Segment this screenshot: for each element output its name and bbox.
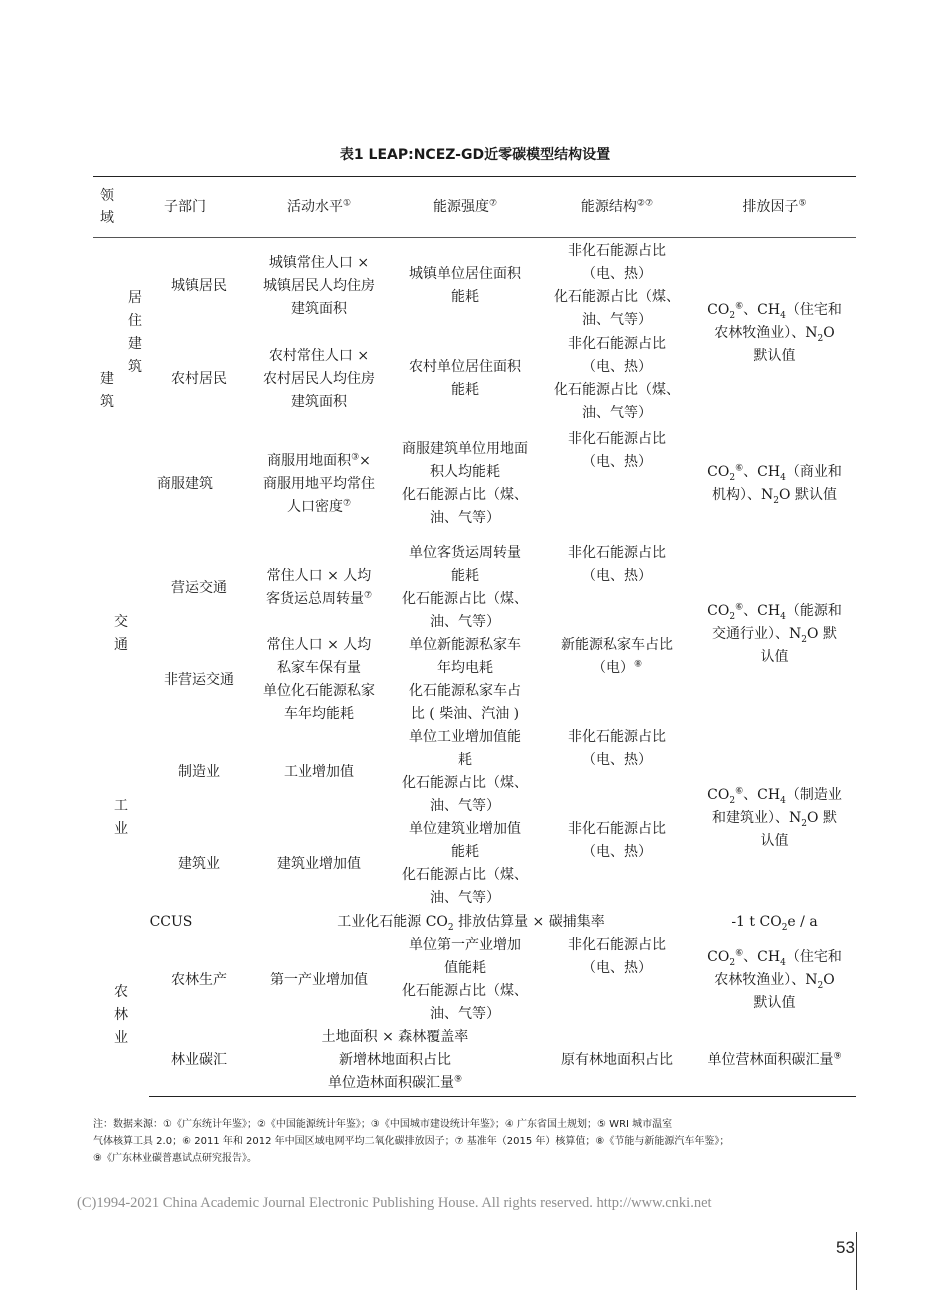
activity-rural: [249, 332, 389, 426]
field-industry-text: 工业: [114, 798, 128, 837]
cell-line: 非化石能源占比: [568, 821, 666, 837]
chem-subscript: 4: [780, 310, 786, 321]
ref-mark: ⑨: [453, 1074, 463, 1085]
chem-subscript: 2: [729, 472, 736, 483]
header-intensity-text: 能源强度: [432, 198, 489, 215]
activity-construction: 建筑业增加值: [277, 855, 361, 872]
structure-construction: [541, 818, 693, 910]
emission-residential: [693, 238, 856, 427]
header-structure-ref: ②⑦: [636, 197, 654, 208]
cell-text: O 默: [807, 809, 837, 826]
intensity-freight: [389, 542, 541, 634]
cell-line: [251, 1072, 539, 1095]
intensity-private: [389, 634, 541, 726]
activity-farming: 第一产业增加值: [270, 971, 368, 988]
cell-line: 值能耗: [444, 960, 486, 976]
cell-line: 化石能源私家车占: [409, 683, 521, 699]
emission-ccus: [693, 910, 856, 934]
cell-text: 排放估算量 × 碳捕集率: [453, 913, 605, 930]
chem-subscript: 4: [780, 957, 786, 968]
header-field-text: 领域: [100, 187, 114, 226]
cell-line: 能耗: [451, 568, 479, 584]
table-row: [93, 726, 856, 818]
cell-line: 建筑面积: [291, 300, 347, 317]
structure-commercial: [541, 426, 693, 542]
cell-line: 农村常住人口 ×: [268, 347, 370, 364]
cell-line: 非化石能源占比: [568, 243, 666, 259]
header-emission: [693, 177, 856, 238]
structure-freight: [541, 542, 693, 634]
cell-line: [695, 784, 854, 807]
cell-text: O: [823, 971, 835, 988]
activity-commercial: [249, 426, 389, 542]
cell-line: 私家车保有量: [277, 660, 361, 676]
chem-text: CO: [707, 786, 730, 803]
chem-text: 、CH: [743, 301, 781, 318]
cell-line: 油、气等）: [430, 510, 500, 526]
ref-mark: ⑥: [735, 601, 744, 612]
sub-forest: 林业碳汇: [149, 1026, 249, 1096]
cell-line: 能耗: [451, 289, 479, 305]
sub-freight: 营运交通: [171, 579, 227, 596]
cell-text: O: [823, 324, 835, 341]
field-building: [93, 238, 121, 543]
emission-industry: [693, 726, 856, 910]
field-agriculture: [93, 934, 149, 1096]
cell-line: 化石能源占比（煤、: [402, 591, 528, 607]
chem-text: CO: [707, 301, 730, 318]
chem-text: CO: [707, 602, 730, 619]
intensity-commercial: [389, 426, 541, 542]
sub-private: 非营运交通: [164, 671, 234, 688]
cell-line: [251, 496, 387, 519]
copyright-notice: (C)1994-2021 China Academic Journal Electronic Publishing House. All rights reserved. http://www.cnki.net: [77, 1195, 712, 1211]
cell-line: （电、热）: [582, 454, 652, 470]
cell-text: 单位造林面积碳汇量: [327, 1075, 454, 1092]
emission-transport: [693, 542, 856, 726]
footnote-line: ⑨《广东林业碳普惠试点研究报告》。: [93, 1153, 257, 1164]
cell-text: （电）: [591, 660, 634, 676]
cell-text: （能源和: [785, 602, 842, 619]
cell-line: 商服建筑单位用地面: [402, 441, 528, 457]
cell-line: 非化石能源占比: [568, 545, 666, 561]
cell-line: 非化石能源占比: [568, 336, 666, 352]
cell-line: 年均电耗: [437, 660, 493, 676]
cell-line: 非化石能源占比: [568, 729, 666, 745]
cell-line: 农村居民人均住房: [263, 370, 375, 387]
cell-line: 城镇居民人均住房: [263, 277, 375, 294]
cell-line: 商服用地平均常住: [263, 475, 375, 492]
cell-line: 单位客货运周转量: [409, 545, 521, 561]
cell-line: 化石能源占比（煤、: [554, 289, 680, 305]
cell-text: 单位营林面积碳汇量: [707, 1052, 834, 1069]
ref-mark: ⑦: [342, 497, 352, 508]
table-footnote: [93, 1116, 856, 1167]
table-row: [93, 1026, 856, 1096]
model-structure-table: [93, 176, 856, 1097]
cell-line: [695, 600, 854, 623]
cell-text: （住宅和: [785, 301, 842, 318]
cell-text: （商业和: [785, 464, 842, 480]
table-row: [93, 426, 856, 542]
cell-line: 农村单位居住面积: [409, 359, 521, 375]
cell-line: 比 ( 柴油、汽油 ): [410, 706, 520, 722]
footnote-line: 注：数据来源：①《广东统计年鉴》；②《中国能源统计年鉴》；③《中国城市建设统计年鉴》；④ 广东省国土规划；⑤ WRI 城市温室: [93, 1119, 673, 1130]
chem-subscript: 2: [817, 333, 824, 344]
chem-subscript: 2: [729, 795, 736, 806]
chem-text: 、CH: [743, 786, 781, 803]
chem-text: CO: [707, 464, 730, 480]
ref-mark: ⑥: [735, 463, 744, 474]
chem-subscript: 2: [729, 310, 736, 321]
header-activity-ref: ①: [342, 197, 352, 208]
chem-subscript: 4: [780, 472, 786, 483]
cell-line: [695, 946, 854, 969]
page-number: 53: [836, 1238, 855, 1257]
chem-text: CO: [707, 948, 730, 965]
cell-line: 油、气等）: [430, 798, 500, 814]
structure-manufacturing: [541, 726, 693, 818]
chem-subscript: 2: [729, 957, 736, 968]
cell-line: （电、热）: [582, 266, 652, 282]
cell-line: 城镇单位居住面积: [409, 266, 521, 282]
header-emission-ref: ⑤: [798, 197, 807, 208]
intensity-construction: [389, 818, 541, 910]
activity-manufacturing: 工业增加值: [284, 763, 354, 780]
header-activity-text: 活动水平: [286, 198, 343, 215]
field-residential: [121, 238, 149, 427]
cell-line: 油、气等）: [430, 890, 500, 906]
structure-rural: [541, 332, 693, 426]
cell-line: 能耗: [451, 382, 479, 398]
field-agriculture-text: 农林业: [114, 983, 128, 1046]
cell-line: 油、气等）: [582, 405, 652, 421]
ref-mark: ⑥: [735, 300, 744, 311]
cell-line: 新增林地面积占比: [339, 1052, 451, 1069]
activity-private: [249, 634, 389, 726]
cell-text: ×: [359, 452, 371, 469]
cell-line: [251, 450, 387, 473]
cell-text: 客货运总周转量: [265, 591, 364, 607]
page-divider: [856, 1232, 857, 1290]
intensity-rural: [389, 332, 541, 426]
chem-subscript: 2: [801, 818, 808, 829]
cell-line: 化石能源占比（煤、: [402, 487, 528, 503]
cell-line: 车年均能耗: [284, 706, 354, 722]
cell-line: 默认值: [753, 994, 796, 1011]
sub-construction: 建筑业: [178, 855, 220, 872]
cell-text: 农林牧渔业）、N: [714, 971, 818, 988]
cell-line: 单位工业增加值能: [409, 729, 521, 745]
cell-line: （电、热）: [582, 960, 652, 976]
emission-forest: [693, 1026, 856, 1096]
cell-text: 机构）、N: [712, 487, 774, 503]
chem-text: 、CH: [743, 464, 781, 480]
cell-line: 非化石能源占比: [568, 431, 666, 447]
cell-text: 人口密度: [286, 498, 343, 515]
cell-line: 单位化石能源私家: [263, 683, 375, 699]
cell-line: 认值: [760, 832, 789, 849]
cell-line: 油、气等）: [430, 1006, 500, 1022]
ref-mark: ⑧: [633, 659, 643, 670]
chem-subscript: 2: [781, 922, 788, 933]
structure-private: [541, 634, 693, 726]
cell-line: （电、热）: [582, 359, 652, 375]
field-residential-text: 居住建筑: [128, 290, 142, 375]
cell-line: 默认值: [753, 347, 796, 364]
cell-line: 能耗: [451, 844, 479, 860]
chem-subscript: 2: [447, 922, 454, 933]
cell-line: 常住人口 × 人均: [266, 568, 372, 584]
cell-line: [251, 588, 387, 611]
structure-urban: [541, 238, 693, 333]
cell-line: 非化石能源占比: [568, 937, 666, 953]
cell-line: （电、热）: [582, 844, 652, 860]
cell-line: [695, 461, 854, 484]
intensity-manufacturing: [389, 726, 541, 818]
cell-line: 积人均能耗: [430, 464, 500, 480]
structure-forest: 原有林地面积占比: [541, 1026, 693, 1096]
sub-farming: 农林生产: [171, 971, 227, 988]
activity-freight: [249, 542, 389, 634]
cell-line: 土地面积 × 森林覆盖率: [321, 1029, 469, 1046]
activity-ccus: [249, 910, 693, 934]
cell-text: （住宅和: [785, 948, 842, 965]
cell-text: 商服用地面积: [267, 452, 352, 469]
chem-subscript: 2: [773, 495, 780, 506]
cell-line: 城镇常住人口 ×: [268, 254, 370, 271]
cell-text: 和建筑业）、N: [712, 809, 802, 826]
footnote-line: 气体核算工具 2.0；⑥ 2011 年和 2012 年中国区域电网平均二氧化碳排放因子；⑦ 基准年（2015 年）核算值；⑧《节能与新能源汽车年鉴》；: [93, 1136, 730, 1147]
table-title: 表1 LEAP:NCEZ-GD近零碳模型结构设置: [339, 147, 611, 163]
cell-line: （电、热）: [582, 752, 652, 768]
cell-text: e / a: [787, 913, 818, 930]
sub-manufacturing: 制造业: [178, 763, 220, 780]
cell-text: O 默: [807, 625, 837, 642]
header-activity: [249, 177, 389, 238]
cell-line: 新能源私家车占比: [561, 637, 673, 653]
cell-line: 单位新能源私家车: [409, 637, 521, 653]
cell-line: 认值: [760, 648, 789, 665]
cell-line: 常住人口 × 人均: [266, 637, 372, 653]
header-intensity: [389, 177, 541, 238]
chem-subscript: 2: [801, 634, 808, 645]
intensity-urban: [389, 238, 541, 333]
cell-text: 农林牧渔业）、N: [714, 324, 818, 341]
cell-line: 油、气等）: [582, 312, 652, 328]
table-row: [93, 238, 856, 333]
cell-line: 单位建筑业增加值: [409, 821, 521, 837]
cell-line: 化石能源占比（煤、: [402, 775, 528, 791]
cell-line: [543, 657, 691, 680]
emission-commercial: [693, 426, 856, 542]
cell-text: O 默认值: [779, 487, 837, 503]
cell-text: -1 t CO: [731, 913, 782, 930]
sub-urban: 城镇居民: [171, 277, 227, 294]
sub-commercial: 商服建筑: [157, 475, 213, 492]
ref-mark: ③: [351, 451, 360, 462]
cell-line: [695, 484, 854, 507]
header-field: [93, 177, 121, 238]
table-row: [93, 934, 856, 1026]
field-transport: [93, 542, 149, 726]
cell-text: （制造业: [785, 786, 842, 803]
sub-rural: 农村居民: [171, 370, 227, 387]
activity-forest: [249, 1026, 541, 1096]
header-structure: [541, 177, 693, 238]
cell-line: （电、热）: [582, 568, 652, 584]
chem-subscript: 4: [780, 795, 786, 806]
cell-line: 建筑面积: [291, 393, 347, 410]
ref-mark: ⑦: [363, 590, 373, 601]
cell-line: 耗: [458, 752, 472, 768]
chem-text: 、CH: [743, 948, 781, 965]
cell-line: [695, 322, 854, 345]
ref-mark: ⑥: [735, 947, 744, 958]
header-intensity-ref: ⑦: [488, 197, 498, 208]
cell-line: 单位第一产业增加: [409, 937, 521, 953]
header-structure-text: 能源结构: [580, 198, 637, 215]
cell-line: [695, 299, 854, 322]
cell-line: [695, 623, 854, 646]
table-row: [93, 910, 856, 934]
structure-farming: [541, 934, 693, 1026]
field-transport-text: 交通: [114, 614, 128, 653]
cell-line: 化石能源占比（煤、: [402, 983, 528, 999]
header-emission-text: 排放因子: [742, 198, 799, 215]
table-row: [93, 542, 856, 634]
emission-farming: [693, 934, 856, 1026]
intensity-farming: [389, 934, 541, 1026]
activity-urban: [249, 238, 389, 333]
cell-line: 油、气等）: [430, 614, 500, 630]
cell-text: 交通行业）、N: [712, 625, 802, 642]
header-row: [93, 177, 856, 238]
ref-mark: ⑥: [735, 785, 744, 796]
field-industry: [93, 726, 149, 910]
chem-subscript: 4: [780, 611, 786, 622]
chem-text: 、CH: [743, 602, 781, 619]
chem-subscript: 2: [729, 611, 736, 622]
cell-text: 工业化石能源 CO: [337, 913, 448, 930]
cell-line: [695, 807, 854, 830]
chem-subscript: 2: [817, 980, 824, 991]
header-subsector: 子部门: [121, 177, 249, 238]
sub-ccus: CCUS: [149, 913, 193, 930]
ref-mark: ⑨: [833, 1051, 842, 1062]
field-building-text: 建筑: [100, 371, 114, 410]
cell-line: 化石能源占比（煤、: [554, 382, 680, 398]
cell-line: [695, 969, 854, 992]
cell-line: 化石能源占比（煤、: [402, 867, 528, 883]
